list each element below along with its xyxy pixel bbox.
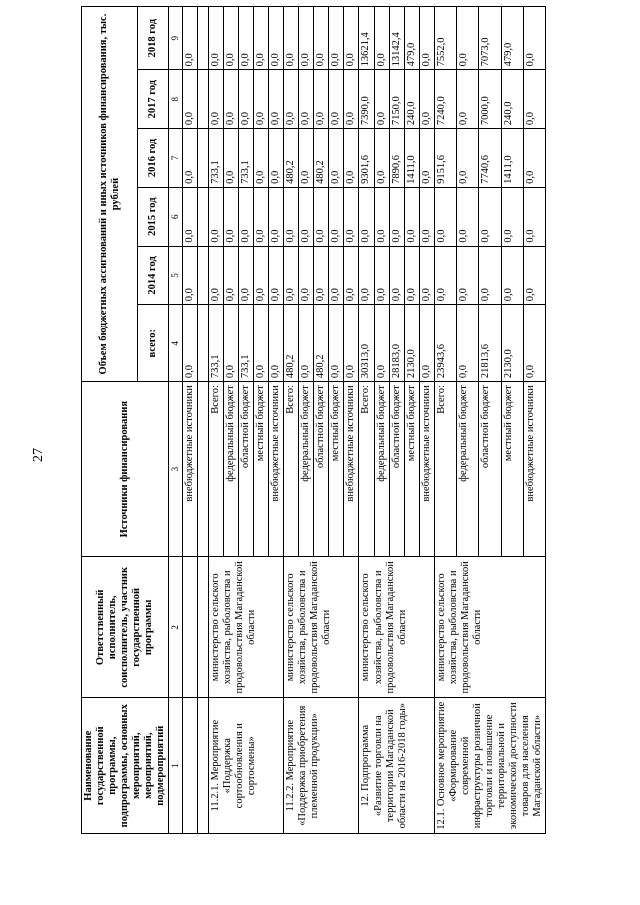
value-cell: 0,0 bbox=[404, 246, 419, 305]
value-cell: 0,0 bbox=[329, 129, 344, 188]
value-cell: 9151,6 bbox=[434, 129, 456, 188]
value-cell: 0,0 bbox=[238, 7, 253, 70]
value-cell: 7150,0 bbox=[389, 70, 404, 129]
source-cell: Всего: bbox=[359, 382, 374, 557]
table-row bbox=[284, 7, 299, 834]
value-cell: 0,0 bbox=[299, 246, 314, 305]
value-cell: 7073,0 bbox=[479, 7, 501, 70]
table-row bbox=[208, 7, 223, 834]
value-cell: 23943,6 bbox=[434, 305, 456, 382]
value-cell: 0,0 bbox=[524, 187, 546, 246]
value-cell: 0,0 bbox=[314, 187, 329, 246]
value-cell: 0,0 bbox=[299, 70, 314, 129]
header-year: 2018 год bbox=[138, 7, 169, 70]
table-row bbox=[182, 7, 197, 834]
value-cell: 0,0 bbox=[479, 187, 501, 246]
value-cell: 0,0 bbox=[419, 129, 434, 188]
value-cell: 0,0 bbox=[434, 187, 456, 246]
value-cell: 0,0 bbox=[457, 129, 479, 188]
value-cell: 0,0 bbox=[344, 129, 359, 188]
value-cell: 0,0 bbox=[182, 305, 197, 382]
value-cell: 0,0 bbox=[182, 70, 197, 129]
value-cell: 0,0 bbox=[284, 70, 299, 129]
value-cell: 733,1 bbox=[208, 129, 223, 188]
value-cell: 0,0 bbox=[501, 246, 523, 305]
value-cell: 0,0 bbox=[223, 7, 238, 70]
value-cell: 13621,4 bbox=[359, 7, 374, 70]
value-cell: 7390,0 bbox=[359, 70, 374, 129]
value-cell: 0,0 bbox=[208, 70, 223, 129]
header-name: Наименование государственной программы, подпрограммы, основных мероприятий, мероприятий, подмероприятий bbox=[82, 698, 169, 834]
value-cell: 0,0 bbox=[299, 187, 314, 246]
value-cell: 733,1 bbox=[238, 305, 253, 382]
value-cell: 0,0 bbox=[254, 129, 269, 188]
value-cell: 480,2 bbox=[284, 129, 299, 188]
value-cell: 0,0 bbox=[269, 187, 284, 246]
value-cell: 0,0 bbox=[374, 129, 389, 188]
empty-cell bbox=[182, 698, 197, 834]
header-year: 2014 год bbox=[138, 246, 169, 305]
value-cell: 0,0 bbox=[238, 70, 253, 129]
value-cell: 0,0 bbox=[359, 187, 374, 246]
spacer-row bbox=[197, 7, 208, 834]
value-cell: 2130,0 bbox=[501, 305, 523, 382]
value-cell: 479,0 bbox=[501, 7, 523, 70]
value-cell: 733,1 bbox=[238, 129, 253, 188]
value-cell: 0,0 bbox=[419, 7, 434, 70]
value-cell: 1411,0 bbox=[501, 129, 523, 188]
value-cell: 0,0 bbox=[389, 187, 404, 246]
value-cell: 0,0 bbox=[269, 305, 284, 382]
source-cell: внебюджетные источники bbox=[344, 382, 359, 557]
value-cell: 0,0 bbox=[269, 70, 284, 129]
source-cell: федеральный бюджет bbox=[299, 382, 314, 557]
value-cell: 0,0 bbox=[524, 7, 546, 70]
executor-cell: министерство сельского хозяйства, рыболовства и продовольствия Магаданской области bbox=[284, 557, 359, 698]
value-cell: 0,0 bbox=[329, 187, 344, 246]
source-cell: внебюджетные источники bbox=[182, 382, 197, 557]
value-cell: 0,0 bbox=[457, 305, 479, 382]
empty-cell bbox=[197, 698, 208, 834]
value-cell: 0,0 bbox=[269, 246, 284, 305]
header-year: 2016 год bbox=[138, 129, 169, 188]
value-cell: 0,0 bbox=[344, 187, 359, 246]
value-cell: 0,0 bbox=[269, 7, 284, 70]
source-cell: внебюджетные источники bbox=[419, 382, 434, 557]
value-cell: 1411,0 bbox=[404, 129, 419, 188]
value-cell: 0,0 bbox=[223, 129, 238, 188]
source-cell: Всего: bbox=[434, 382, 456, 557]
measure-name-cell: 11.2.1. Мероприятие «Поддержка сортообновления и сортосмены» bbox=[208, 698, 283, 834]
source-cell: областной бюджет bbox=[389, 382, 404, 557]
value-cell: 0,0 bbox=[457, 187, 479, 246]
empty-cell bbox=[182, 557, 197, 698]
source-cell: федеральный бюджет bbox=[223, 382, 238, 557]
value-cell: 0,0 bbox=[404, 187, 419, 246]
index-cell: 3 bbox=[169, 382, 182, 557]
value-cell: 0,0 bbox=[223, 305, 238, 382]
source-cell: областной бюджет bbox=[238, 382, 253, 557]
value-cell: 0,0 bbox=[223, 70, 238, 129]
value-cell: 0,0 bbox=[329, 7, 344, 70]
header-year: 2015 год bbox=[138, 187, 169, 246]
empty-cell bbox=[197, 70, 208, 129]
index-cell: 8 bbox=[169, 70, 182, 129]
executor-cell: министерство сельского хозяйства, рыболовства и продовольствия Магаданской области bbox=[208, 557, 283, 698]
value-cell: 480,2 bbox=[314, 305, 329, 382]
index-cell: 9 bbox=[169, 7, 182, 70]
value-cell: 0,0 bbox=[374, 246, 389, 305]
index-cell: 1 bbox=[169, 698, 182, 834]
header-source: Источники финансирования bbox=[82, 382, 169, 557]
value-cell: 0,0 bbox=[359, 246, 374, 305]
value-cell: 0,0 bbox=[479, 246, 501, 305]
empty-cell bbox=[197, 246, 208, 305]
value-cell: 240,0 bbox=[404, 70, 419, 129]
value-cell: 0,0 bbox=[344, 305, 359, 382]
source-cell: областной бюджет bbox=[479, 382, 501, 557]
value-cell: 0,0 bbox=[374, 70, 389, 129]
value-cell: 0,0 bbox=[299, 305, 314, 382]
value-cell: 7552,0 bbox=[434, 7, 456, 70]
value-cell: 0,0 bbox=[314, 70, 329, 129]
value-cell: 733,1 bbox=[208, 305, 223, 382]
value-cell: 9301,6 bbox=[359, 129, 374, 188]
value-cell: 0,0 bbox=[419, 246, 434, 305]
value-cell: 28183,0 bbox=[389, 305, 404, 382]
value-cell: 0,0 bbox=[434, 246, 456, 305]
source-cell: внебюджетные источники bbox=[524, 382, 546, 557]
measure-name-cell: 12.1. Основное мероприятие «Формирование современной инфраструктуры розничной торговли и повышение территориальной и экономической доступности товаров для населения Магаданской области» bbox=[434, 698, 546, 834]
value-cell: 0,0 bbox=[419, 70, 434, 129]
value-cell: 0,0 bbox=[254, 70, 269, 129]
source-cell: федеральный бюджет bbox=[457, 382, 479, 557]
table-body bbox=[182, 7, 546, 834]
index-cell: 2 bbox=[169, 557, 182, 698]
table-row bbox=[359, 7, 374, 834]
value-cell: 0,0 bbox=[501, 187, 523, 246]
value-cell: 0,0 bbox=[524, 129, 546, 188]
value-cell: 0,0 bbox=[314, 246, 329, 305]
value-cell: 0,0 bbox=[344, 70, 359, 129]
value-cell: 0,0 bbox=[457, 246, 479, 305]
index-cell: 5 bbox=[169, 246, 182, 305]
value-cell: 30313,0 bbox=[359, 305, 374, 382]
value-cell: 479,0 bbox=[404, 7, 419, 70]
measure-name-cell: 11.2.2. Мероприятие «Поддержка приобретения племенной продукции» bbox=[284, 698, 359, 834]
value-cell: 0,0 bbox=[208, 246, 223, 305]
index-cell: 4 bbox=[169, 305, 182, 382]
value-cell: 0,0 bbox=[344, 7, 359, 70]
empty-cell bbox=[197, 557, 208, 698]
value-cell: 0,0 bbox=[238, 187, 253, 246]
value-cell: 21813,6 bbox=[479, 305, 501, 382]
value-cell: 0,0 bbox=[329, 246, 344, 305]
executor-cell: министерство сельского хозяйства, рыболовства и продовольствия Магаданской области bbox=[359, 557, 434, 698]
source-cell: Всего: bbox=[208, 382, 223, 557]
value-cell: 2130,0 bbox=[404, 305, 419, 382]
value-cell: 0,0 bbox=[329, 305, 344, 382]
source-cell: местный бюджет bbox=[501, 382, 523, 557]
value-cell: 0,0 bbox=[344, 246, 359, 305]
value-cell: 7000,0 bbox=[479, 70, 501, 129]
value-cell: 0,0 bbox=[182, 246, 197, 305]
value-cell: 0,0 bbox=[329, 70, 344, 129]
value-cell: 0,0 bbox=[299, 129, 314, 188]
source-cell: областной бюджет bbox=[314, 382, 329, 557]
value-cell: 0,0 bbox=[299, 7, 314, 70]
rotated-table-container bbox=[81, 6, 631, 834]
value-cell: 7240,0 bbox=[434, 70, 456, 129]
source-cell: местный бюджет bbox=[254, 382, 269, 557]
value-cell: 0,0 bbox=[182, 129, 197, 188]
value-cell: 0,0 bbox=[254, 246, 269, 305]
header-year: 2017 год bbox=[138, 70, 169, 129]
value-cell: 0,0 bbox=[208, 187, 223, 246]
value-cell: 7740,6 bbox=[479, 129, 501, 188]
value-cell: 0,0 bbox=[223, 246, 238, 305]
empty-cell bbox=[197, 129, 208, 188]
empty-cell bbox=[197, 382, 208, 557]
value-cell: 240,0 bbox=[501, 70, 523, 129]
source-cell: местный бюджет bbox=[404, 382, 419, 557]
value-cell: 7890,6 bbox=[389, 129, 404, 188]
value-cell: 0,0 bbox=[457, 7, 479, 70]
budget-table bbox=[81, 6, 546, 834]
value-cell: 0,0 bbox=[223, 187, 238, 246]
value-cell: 0,0 bbox=[284, 246, 299, 305]
header-volume: Объем бюджетных ассигнований и иных источников финансирования, тыс. рублей bbox=[82, 7, 138, 382]
value-cell: 0,0 bbox=[269, 129, 284, 188]
value-cell: 0,0 bbox=[314, 7, 329, 70]
value-cell: 0,0 bbox=[254, 7, 269, 70]
value-cell: 0,0 bbox=[419, 187, 434, 246]
source-cell: Всего: bbox=[284, 382, 299, 557]
value-cell: 0,0 bbox=[374, 7, 389, 70]
measure-name-cell: 12. Подпрограмма «Развитие торговли на территории Магаданской области на 2016-2018 годы» bbox=[359, 698, 434, 834]
value-cell: 480,2 bbox=[284, 305, 299, 382]
empty-cell bbox=[197, 305, 208, 382]
header-executor: Ответственный исполнитель, соисполнитель, участник государственной программы bbox=[82, 557, 169, 698]
value-cell: 0,0 bbox=[524, 305, 546, 382]
value-cell: 0,0 bbox=[419, 305, 434, 382]
value-cell: 0,0 bbox=[284, 187, 299, 246]
value-cell: 0,0 bbox=[182, 7, 197, 70]
value-cell: 0,0 bbox=[524, 70, 546, 129]
value-cell: 0,0 bbox=[389, 246, 404, 305]
value-cell: 0,0 bbox=[238, 246, 253, 305]
value-cell: 0,0 bbox=[254, 305, 269, 382]
page-number: 27 bbox=[31, 448, 46, 462]
value-cell: 13142,4 bbox=[389, 7, 404, 70]
value-cell: 480,2 bbox=[314, 129, 329, 188]
value-cell: 0,0 bbox=[374, 305, 389, 382]
table-row bbox=[434, 7, 456, 834]
index-cell: 7 bbox=[169, 129, 182, 188]
value-cell: 0,0 bbox=[524, 246, 546, 305]
value-cell: 0,0 bbox=[182, 187, 197, 246]
source-cell: внебюджетные источники bbox=[269, 382, 284, 557]
value-cell: 0,0 bbox=[208, 7, 223, 70]
value-cell: 0,0 bbox=[457, 70, 479, 129]
value-cell: 0,0 bbox=[284, 7, 299, 70]
index-cell: 6 bbox=[169, 187, 182, 246]
source-cell: местный бюджет bbox=[329, 382, 344, 557]
source-cell: федеральный бюджет bbox=[374, 382, 389, 557]
header-total: всего: bbox=[138, 305, 169, 382]
executor-cell: министерство сельского хозяйства, рыболовства и продовольствия Магаданской области bbox=[434, 557, 546, 698]
empty-cell bbox=[197, 7, 208, 70]
empty-cell bbox=[197, 187, 208, 246]
value-cell: 0,0 bbox=[254, 187, 269, 246]
value-cell: 0,0 bbox=[374, 187, 389, 246]
